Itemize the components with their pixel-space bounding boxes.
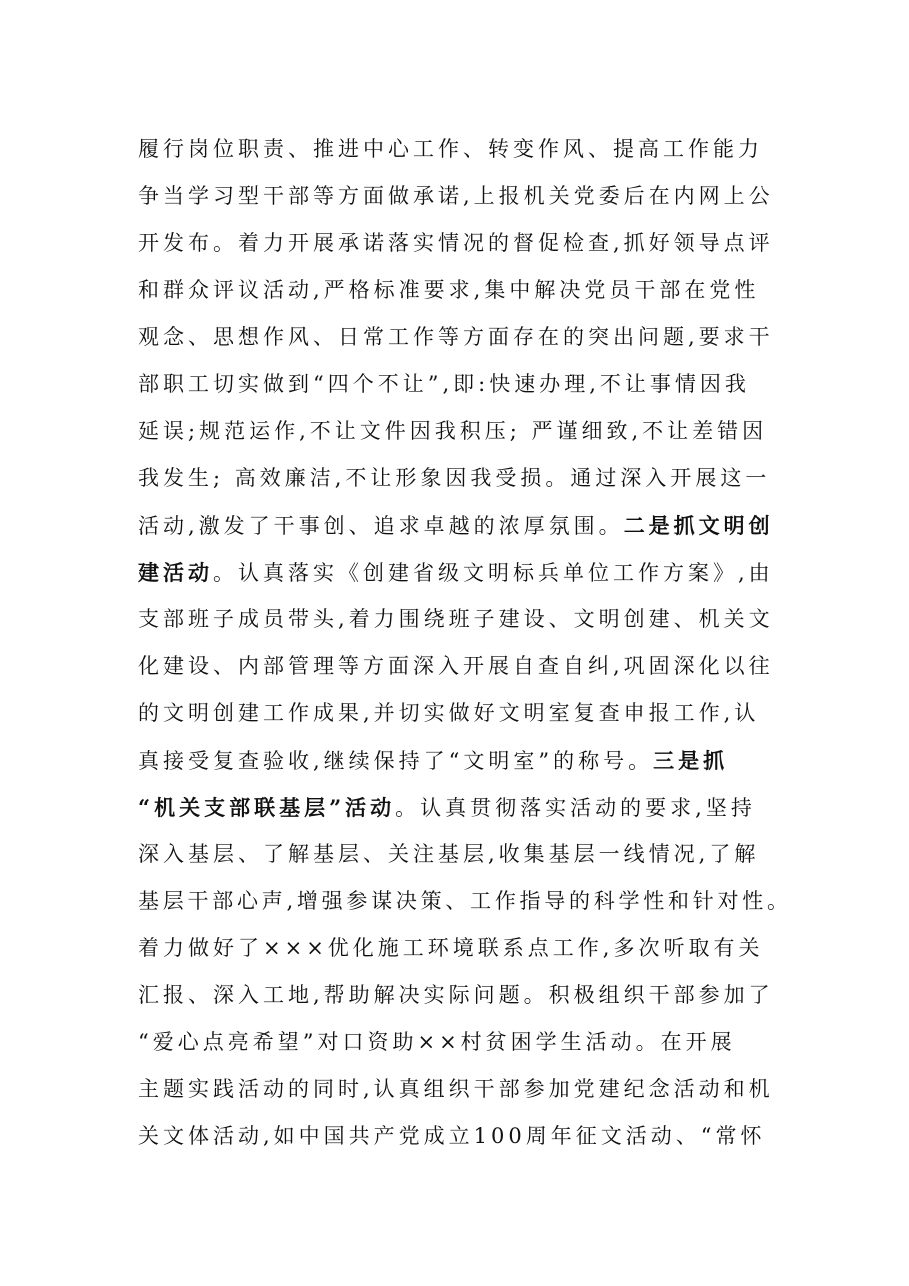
bold-heading-text: 建活动 xyxy=(138,560,213,585)
paragraph-text: 化建设、内部管理等方面深入开展自查自纠,巩固深化以往 xyxy=(138,654,774,678)
bold-heading-text: 三是抓 xyxy=(653,748,729,773)
text-line xyxy=(138,408,788,455)
text-line xyxy=(138,1113,788,1160)
paragraph-text: 。认真贯彻落实活动的要求,坚持 xyxy=(395,796,756,820)
paragraph-text: 深入基层、了解基层、关注基层,收集基层一线情况,了解 xyxy=(138,842,760,866)
paragraph-text: 主题实践活动的同时,认真组织干部参加党建纪念活动和机 xyxy=(138,1077,774,1101)
paragraph-text: 汇报、深入工地,帮助解决实际问题。积极组织干部参加了 xyxy=(138,983,774,1007)
paragraph-text: 支部班子成员带头,着力围绕班子建设、文明创建、机关文 xyxy=(138,607,774,631)
text-line xyxy=(138,831,788,878)
bold-heading-text: “机关支部联基层”活动 xyxy=(138,795,396,820)
text-line xyxy=(138,596,788,643)
text-line xyxy=(138,502,788,549)
paragraph-text: 延误;规范运作,不让文件因我积压; 严谨细致,不让差错因 xyxy=(138,419,768,443)
text-line xyxy=(138,878,792,925)
text-line xyxy=(138,314,788,361)
text-line xyxy=(138,173,788,220)
text-line xyxy=(138,1066,788,1113)
paragraph-text: 开发布。着力开展承诺落实情况的督促检查,抓好领导点评 xyxy=(138,231,774,255)
text-line xyxy=(138,1019,788,1066)
paragraph-text: 部职工切实做到“四个不让”,即:快速办理,不让事情因我 xyxy=(138,372,750,396)
text-line xyxy=(138,737,788,784)
paragraph-text: 真接受复查验收,继续保持了“文明室”的称号。 xyxy=(138,749,654,773)
text-line xyxy=(138,126,788,173)
body-text xyxy=(138,126,792,1160)
paragraph-text: 观念、思想作风、日常工作等方面存在的突出问题,要求干 xyxy=(138,325,774,349)
paragraph-text: 基层干部心声,增强参谋决策、工作指导的科学性和针对性。 xyxy=(138,889,792,913)
paragraph-text: 。认真落实《创建省级文明标兵单位工作方案》,由 xyxy=(213,561,774,585)
text-line xyxy=(138,361,788,408)
paragraph-text: 我发生; 高效廉洁,不让形象因我受损。通过深入开展这一 xyxy=(138,466,771,490)
paragraph-text: 争当学习型干部等方面做承诺,上报机关党委后在内网上公 xyxy=(138,184,774,208)
bold-heading-text: 二是抓文明创 xyxy=(623,513,774,538)
text-line xyxy=(138,643,788,690)
paragraph-text: 着力做好了×××优化施工环境联系点工作,多次听取有关 xyxy=(138,936,764,960)
paragraph-text: 的文明创建工作成果,并切实做好文明室复查申报工作,认 xyxy=(138,701,760,725)
paragraph-text: 关文体活动,如中国共产党成立100周年征文活动、“常怀 xyxy=(138,1124,766,1148)
paragraph-text: 和群众评议活动,严格标准要求,集中解决党员干部在党性 xyxy=(138,278,760,302)
text-line xyxy=(138,690,788,737)
paragraph-text: 履行岗位职责、推进中心工作、转变作风、提高工作能力 xyxy=(138,137,763,161)
text-line xyxy=(138,549,788,596)
text-line xyxy=(138,220,788,267)
text-line xyxy=(138,455,788,502)
text-line xyxy=(138,972,788,1019)
text-line xyxy=(138,784,788,831)
paragraph-text: “爱心点亮希望”对口资助××村贫困学生活动。在开展 xyxy=(138,1030,736,1054)
text-line xyxy=(138,925,788,972)
text-line xyxy=(138,267,788,314)
paragraph-text: 活动,激发了干事创、追求卓越的浓厚氛围。 xyxy=(138,514,624,538)
